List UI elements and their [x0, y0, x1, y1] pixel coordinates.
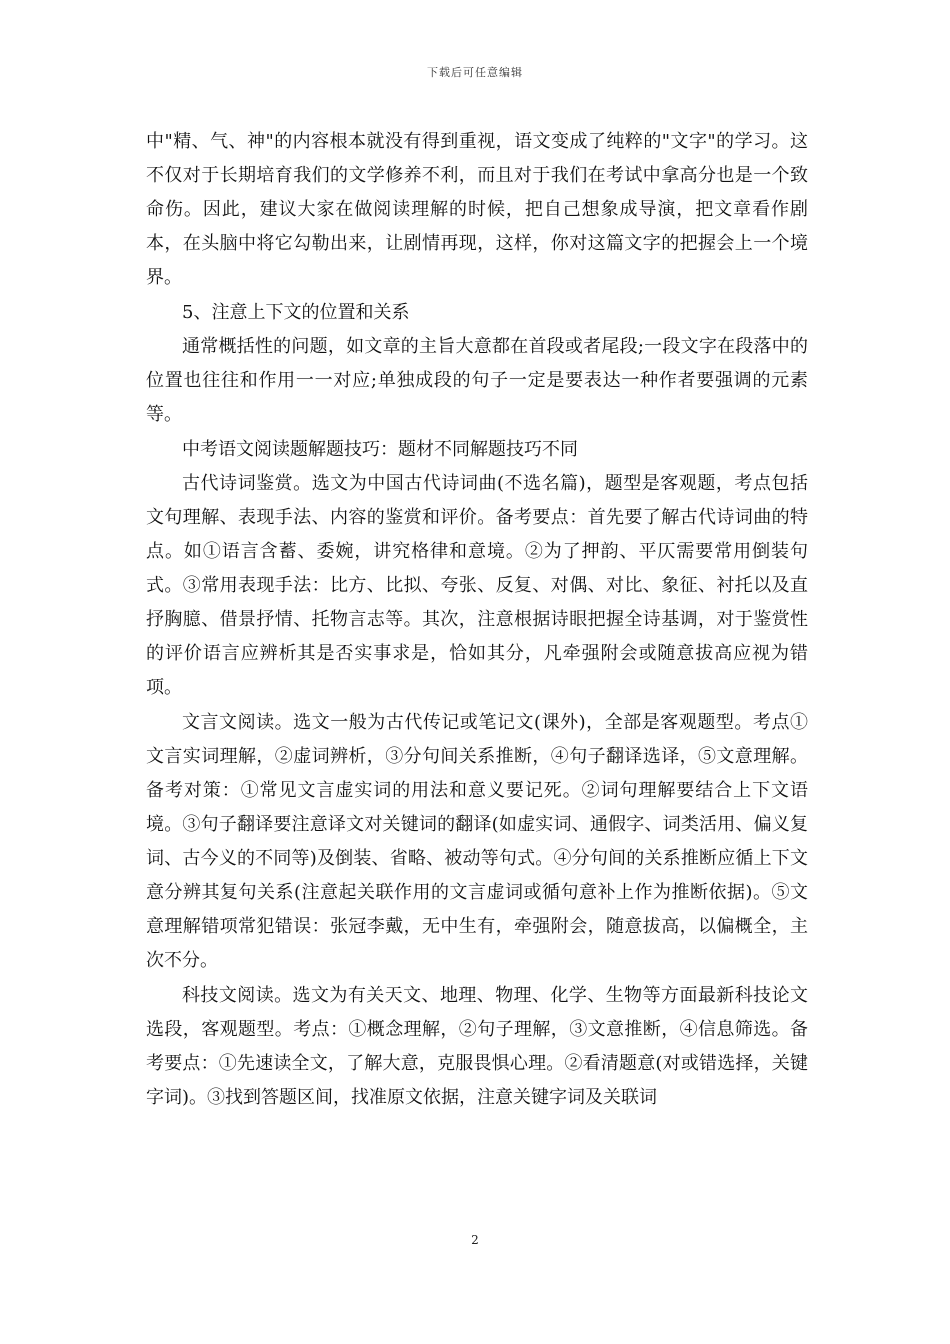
paragraph: 科技文阅读。选文为有关天文、地理、物理、化学、生物等方面最新科技论文选段，客观题型。考点：①概念理解，②句子理解，③文意推断，④信息筛选。备考要点：①先速读全文，了解大意，克服畏惧心理。②看清题意(对或错选择，关键字词)。③找到答题区间，找准原文依据，注意关键字词及关联词: [146, 984, 808, 1108]
page-number: 2: [471, 1233, 479, 1247]
paragraph: 通常概括性的问题，如文章的主旨大意都在首段或者尾段;一段文字在段落中的位置也往往和作用一一对应;单独成段的句子一定是要表达一种作者要强调的元素等。: [146, 336, 808, 426]
page-header: 下载后可任意编辑: [427, 66, 523, 79]
document-body: [146, 125, 808, 1115]
paragraph: 古代诗词鉴赏。选文为中国古代诗词曲(不选名篇)，题型是客观题，考点包括文句理解、表现手法、内容的鉴赏和评价。备考要点：首先要了解古代诗词曲的特点。如①语言含蓄、委婉，讲究格律和意境。②为了押韵、平仄需要常用倒装句式。③常用表现手法：比方、比拟、夸张、反复、对偶、对比、象征、衬托以及直抒胸臆、借景抒情、托物言志等。其次，注意根据诗眼把握全诗基调，对于鉴赏性的评价语言应辨析其是否实事求是，恰如其分，凡牵强附会或随意拔高应视为错项。: [146, 473, 808, 699]
section-heading: 中考语文阅读题解题技巧：题材不同解题技巧不同: [182, 438, 578, 460]
paragraph: 文言文阅读。选文一般为古代传记或笔记文(课外)，全部是客观题型。考点①文言实词理解，②虚词辨析，③分句间关系推断，④句子翻译选译，⑤文意理解。备考对策：①常见文言虚实词的用法和意义要记死。②词句理解要结合上下文语境。③句子翻译要注意译文对关键词的翻译(如虚实词、通假字、词类活用、偏义复词、古今义的不同等)及倒装、省略、被动等句式。④分句间的关系推断应循上下文意分辨其复句关系(注意起关联作用的文言虚词或循句意补上作为推断依据)。⑤文意理解错项常犯错误：张冠李戴，无中生有，牵强附会，随意拔高，以偏概全，主次不分。: [146, 711, 808, 971]
paragraph-continued: 中"精、气、神"的内容根本就没有得到重视，语文变成了纯粹的"文字"的学习。这不仅对于长期培育我们的文学修养不利，而且对于我们在考试中拿高分也是一个致命伤。因此，建议大家在做阅读理解的时候，把自己想象成导演，把文章看作剧本，在头脑中将它勾勒出来，让剧情再现，这样，你对这篇文字的把握会上一个境界。: [146, 131, 808, 288]
section-heading: 5、注意上下文的位置和关系: [182, 301, 410, 323]
